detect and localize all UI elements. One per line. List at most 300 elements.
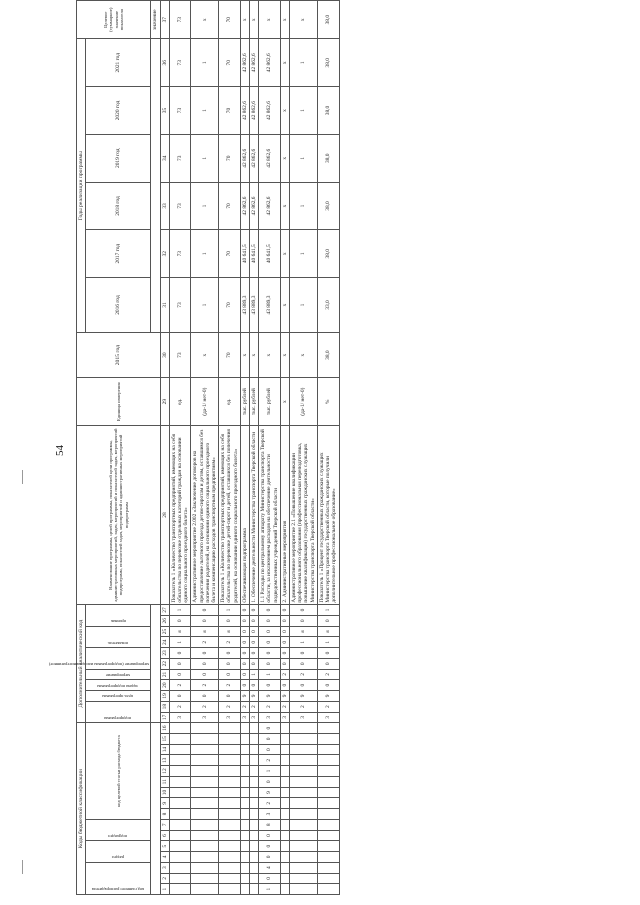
budget-code-cell xyxy=(240,755,249,766)
additional-code-cell: 0 xyxy=(250,605,259,616)
additional-code-cell: 3 xyxy=(169,712,191,723)
additional-code-cell: 1 xyxy=(290,637,318,648)
year-value-cell: 40 641,5 xyxy=(240,230,249,278)
additional-code-cell: 0 xyxy=(191,658,219,669)
budget-code-cell xyxy=(191,830,219,841)
additional-code-cell: 0 xyxy=(240,605,249,616)
additional-code-cell: 0 xyxy=(259,615,281,626)
year-value-cell: 70 xyxy=(219,39,241,87)
budget-code-cell xyxy=(240,744,249,755)
budget-code-cell xyxy=(240,733,249,744)
column-number: 37 xyxy=(160,1,169,39)
additional-code-cell: 0 xyxy=(169,615,191,626)
year-value-cell: 73 xyxy=(169,134,191,182)
additional-code-cell: 0 xyxy=(280,605,289,616)
year-value-cell: 42 862,6 xyxy=(250,134,259,182)
year-value-cell: 38,0 xyxy=(317,230,339,278)
year-2015-header: 2015 год xyxy=(77,332,161,377)
budget-code-cell xyxy=(240,873,249,884)
additional-code-cell: 9 xyxy=(240,691,249,702)
budget-code-cell: 0 xyxy=(259,830,281,841)
budget-sub-header: раздел xyxy=(86,841,151,862)
additional-code-cell: 1 xyxy=(317,637,339,648)
budget-code-cell xyxy=(169,766,191,777)
year-value-cell: 43 889,3 xyxy=(259,278,281,333)
additional-code-cell: 2 xyxy=(219,701,241,712)
budget-code-cell xyxy=(250,830,259,841)
year-value-cell: 1 xyxy=(191,134,219,182)
additional-code-cell: 0 xyxy=(219,691,241,702)
budget-code-cell: 1 xyxy=(259,766,281,777)
year-value-cell: 1 xyxy=(290,87,318,135)
budget-code-cell xyxy=(290,766,318,777)
budget-code-cell xyxy=(280,798,289,809)
budget-code-cell xyxy=(250,798,259,809)
table-row xyxy=(259,1,281,895)
budget-code-cell xyxy=(169,723,191,734)
target-value-cell: 70 xyxy=(219,1,241,39)
period-header: Годы реализации программы xyxy=(77,39,86,333)
budget-code-cell xyxy=(169,873,191,884)
additional-code-cell: я xyxy=(219,626,241,637)
budget-code-cell xyxy=(250,744,259,755)
year-value-cell: 42 862,6 xyxy=(240,182,249,230)
budget-code-cell xyxy=(219,841,241,852)
budget-code-cell xyxy=(280,787,289,798)
additional-code-cell: 9 xyxy=(250,691,259,702)
additional-code-cell: 2 xyxy=(169,680,191,691)
year-value-cell: 42 862,6 xyxy=(240,134,249,182)
additional-code-cell: 0 xyxy=(240,648,249,659)
budget-code-cell xyxy=(219,776,241,787)
table-row xyxy=(240,1,249,895)
table-body xyxy=(169,1,339,895)
additional-code-cell: 0 xyxy=(280,637,289,648)
budget-code-cell xyxy=(280,830,289,841)
budget-code-cell xyxy=(169,755,191,766)
additional-code-cell: 0 xyxy=(219,669,241,680)
budget-code-cell xyxy=(280,809,289,820)
budget-code-cell xyxy=(169,819,191,830)
budget-code-cell xyxy=(290,787,318,798)
year-value-cell: 38,0 xyxy=(317,182,339,230)
year-value-cell: 42 862,6 xyxy=(250,39,259,87)
row-name-cell: 1. Обеспечение деятельности Министерства транспорта Тверской области xyxy=(250,426,259,605)
table-row xyxy=(280,1,289,895)
budget-code-cell: 0 xyxy=(259,744,281,755)
value-2015-cell: х xyxy=(259,332,281,377)
budget-code-cell: 0 xyxy=(259,733,281,744)
budget-code-cell xyxy=(240,841,249,852)
additional-code-cell: 2 xyxy=(290,669,318,680)
additional-code-cell: 0 xyxy=(259,648,281,659)
year-value-cell: 70 xyxy=(219,230,241,278)
budget-code-cell xyxy=(250,809,259,820)
additional-code-cell: 0 xyxy=(290,658,318,669)
table-row xyxy=(317,1,339,895)
additional-code-cell: 3 xyxy=(250,712,259,723)
budget-code-cell xyxy=(250,873,259,884)
unit-cell: тыс. рублей xyxy=(250,378,259,426)
budget-code-cell: 2 xyxy=(259,755,281,766)
additional-code-cell: 0 xyxy=(290,648,318,659)
budget-code-cell xyxy=(250,766,259,777)
row-name-cell: Показатель 1 «Количество транспортных предприятий, имеющих на себя обязательства по перевозке отдельных категорий граждан на основании единого социального проездного билета» xyxy=(169,426,191,605)
budget-code-cell xyxy=(290,841,318,852)
name-column-header: Наименование программы, целей программы, показателей цели программы, административных мероприятий, задач, мероприятий и показателей задач, мероприятий подпрограмм, показателей задач, мероприятий и административных мероприятий подпрограмм xyxy=(77,426,161,605)
budget-code-cell xyxy=(191,852,219,863)
add-sub-header: цель программы xyxy=(86,691,151,702)
budget-code-cell xyxy=(250,755,259,766)
budget-code-cell xyxy=(280,733,289,744)
budget-code-cell xyxy=(317,776,339,787)
year-value-cell: 42 862,6 xyxy=(250,182,259,230)
budget-code-cell xyxy=(169,787,191,798)
budget-code-cell xyxy=(317,755,339,766)
column-number: 9 xyxy=(160,798,169,809)
column-number: 4 xyxy=(160,852,169,863)
budget-code-cell xyxy=(317,862,339,873)
budget-code-cell xyxy=(240,862,249,873)
year-value-cell: х xyxy=(280,230,289,278)
budget-code-cell xyxy=(250,884,259,895)
add-sub-header: мероприятие (подпрограммы или административное) xyxy=(86,648,151,669)
additional-code-cell: 0 xyxy=(250,658,259,669)
year-value-cell: 33,0 xyxy=(317,278,339,333)
year-value-cell: 1 xyxy=(290,230,318,278)
additional-code-cell: 0 xyxy=(317,648,339,659)
additional-code-cell: 2 xyxy=(280,669,289,680)
additional-code-cell: 9 xyxy=(280,691,289,702)
budget-code-cell xyxy=(290,873,318,884)
year-value-cell: 1 xyxy=(191,230,219,278)
additional-code-cell: 2 xyxy=(191,637,219,648)
margin-mark xyxy=(22,860,23,874)
budget-code-cell xyxy=(250,787,259,798)
add-spacer xyxy=(151,605,160,723)
year-value-cell: 43 889,3 xyxy=(240,278,249,333)
table-row xyxy=(169,1,191,895)
additional-code-cell: 0 xyxy=(290,615,318,626)
budget-code-cell xyxy=(317,819,339,830)
additional-code-header: Дополнительный аналитический код xyxy=(77,605,86,723)
budget-code-cell xyxy=(280,744,289,755)
target-value-cell: х xyxy=(250,1,259,39)
budget-code-cell xyxy=(169,744,191,755)
value-2015-cell: х xyxy=(250,332,259,377)
additional-code-cell: 0 xyxy=(240,680,249,691)
additional-code-cell: 0 xyxy=(240,615,249,626)
year-value-cell: 1 xyxy=(191,39,219,87)
budget-code-cell xyxy=(280,776,289,787)
add-sub-header: показатель xyxy=(86,626,151,647)
target-value-cell: х xyxy=(259,1,281,39)
budget-code-cell xyxy=(169,733,191,744)
budget-code-cell xyxy=(280,884,289,895)
budget-code-cell xyxy=(169,884,191,895)
budget-code-cell xyxy=(317,873,339,884)
budget-code-cell xyxy=(317,884,339,895)
additional-code-cell: 0 xyxy=(191,691,219,702)
budget-code-cell: 3 xyxy=(259,809,281,820)
column-number: 31 xyxy=(160,278,169,333)
year-value-cell: х xyxy=(280,134,289,182)
additional-code-cell: 0 xyxy=(280,680,289,691)
budget-code-cell xyxy=(169,852,191,863)
additional-code-cell: 2 xyxy=(317,701,339,712)
budget-code-cell xyxy=(219,766,241,777)
additional-code-cell: 9 xyxy=(259,691,281,702)
add-sub-header: подпрограмма xyxy=(86,701,151,722)
program-table xyxy=(49,0,340,895)
target-value-cell: х xyxy=(240,1,249,39)
budget-code-cell xyxy=(250,852,259,863)
budget-code-cell xyxy=(290,798,318,809)
value-2015-cell: х xyxy=(280,332,289,377)
budget-code-cell xyxy=(317,809,339,820)
additional-code-cell: 0 xyxy=(259,605,281,616)
additional-code-cell: 2 xyxy=(290,701,318,712)
budget-code-cell xyxy=(280,755,289,766)
column-number: 30 xyxy=(160,332,169,377)
year-header: 2019 год xyxy=(86,134,151,182)
year-value-cell: 42 862,6 xyxy=(259,182,281,230)
rotated-document xyxy=(49,0,566,895)
additional-code-cell: 2 xyxy=(317,669,339,680)
budget-code-cell xyxy=(169,798,191,809)
row-name-cell: Административное мероприятие 2.002 «Заключение договоров на предоставление льготного проезда детям-сиротам и детям, оставшимся без попечения родителей, на основании единого социального проездного билета и компенсацию расходов транспортным предприятиям» xyxy=(191,426,219,605)
budget-code-cell xyxy=(191,776,219,787)
budget-code-cell xyxy=(317,830,339,841)
row-name-cell: Показатель 1 «Количество транспортных предприятий, имеющих на себя обязательства по перевозке детей-сирот и детей, оставшихся без попечения родителей, на основании единого социального проездного билета» xyxy=(219,426,241,605)
year-value-cell: 38,0 xyxy=(317,134,339,182)
year-value-cell: 42 862,6 xyxy=(240,87,249,135)
budget-code-cell xyxy=(219,798,241,809)
add-sub-header: признак xyxy=(86,605,151,627)
budget-code-cell xyxy=(317,841,339,852)
additional-code-cell: 0 xyxy=(259,658,281,669)
year-value-cell: х xyxy=(280,87,289,135)
budget-code-cell xyxy=(240,787,249,798)
additional-code-cell: 0 xyxy=(169,691,191,702)
additional-code-cell: 0 xyxy=(317,615,339,626)
budget-code-cell xyxy=(219,884,241,895)
budget-code-cell xyxy=(290,776,318,787)
budget-code-cell xyxy=(169,776,191,787)
budget-code-cell xyxy=(317,852,339,863)
budget-code-cell xyxy=(219,862,241,873)
budget-code-cell xyxy=(317,798,339,809)
budget-code-cell xyxy=(169,862,191,873)
column-number: 1 xyxy=(160,884,169,895)
additional-code-cell: 1 xyxy=(169,637,191,648)
header-row-1 xyxy=(77,1,86,895)
column-number: 24 xyxy=(160,637,169,648)
additional-code-cell: 1 xyxy=(317,605,339,616)
column-number: 16 xyxy=(160,723,169,734)
budget-code-cell xyxy=(169,809,191,820)
year-value-cell: 1 xyxy=(191,182,219,230)
column-number: 25 xyxy=(160,626,169,637)
budget-code-cell xyxy=(317,723,339,734)
unit-cell: (да-1/ нет-0) xyxy=(290,378,318,426)
row-name-cell: Обеспечивающая подпрограмма xyxy=(240,426,249,605)
value-2015-cell: 70 xyxy=(219,332,241,377)
year-header: 2020 год xyxy=(86,87,151,135)
budget-code-cell xyxy=(290,733,318,744)
additional-code-cell: 0 xyxy=(219,615,241,626)
budget-code-cell xyxy=(240,723,249,734)
additional-code-cell: 3 xyxy=(191,712,219,723)
year-value-cell: 70 xyxy=(219,278,241,333)
budget-code-cell xyxy=(290,862,318,873)
year-value-cell: х xyxy=(280,39,289,87)
year-header: 2016 год xyxy=(86,278,151,333)
year-value-cell: 40 641,5 xyxy=(259,230,281,278)
table-row xyxy=(250,1,259,895)
budget-code-cell xyxy=(169,830,191,841)
budget-code-cell: 0 xyxy=(259,873,281,884)
budget-code-cell xyxy=(240,852,249,863)
budget-code-cell xyxy=(290,809,318,820)
additional-code-cell: 2 xyxy=(250,701,259,712)
value-2015-cell: 38,0 xyxy=(317,332,339,377)
year-value-cell: 73 xyxy=(169,278,191,333)
budget-code-cell xyxy=(240,819,249,830)
budget-code-cell xyxy=(280,723,289,734)
column-number: 21 xyxy=(160,669,169,680)
additional-code-cell: 1 xyxy=(259,669,281,680)
year-value-cell: 1 xyxy=(290,134,318,182)
budget-code-cell xyxy=(290,884,318,895)
table-row xyxy=(219,1,241,895)
budget-code-cell xyxy=(290,830,318,841)
budget-code-cell xyxy=(191,744,219,755)
page-number: 54 xyxy=(54,445,66,456)
budget-code-cell xyxy=(280,873,289,884)
additional-code-cell: 1 xyxy=(169,605,191,616)
column-number: 32 xyxy=(160,230,169,278)
budget-code-cell xyxy=(191,819,219,830)
additional-code-cell: 0 xyxy=(290,605,318,616)
additional-code-cell: 0 xyxy=(191,669,219,680)
year-value-cell: 70 xyxy=(219,182,241,230)
additional-code-cell: 0 xyxy=(259,626,281,637)
additional-code-cell: 3 xyxy=(290,712,318,723)
column-number: 7 xyxy=(160,819,169,830)
additional-code-cell: 0 xyxy=(169,648,191,659)
budget-code-cell xyxy=(219,723,241,734)
budget-code-cell: 9 xyxy=(259,787,281,798)
budget-code-cell xyxy=(191,862,219,873)
budget-code-cell xyxy=(290,755,318,766)
budget-code-subheader: код целевой статьи расхода бюджета xyxy=(86,723,151,820)
budget-group-header: Коды бюджетной классификации xyxy=(77,723,86,895)
budget-code-cell xyxy=(250,862,259,873)
additional-code-cell: 1 xyxy=(250,669,259,680)
budget-code-cell xyxy=(219,809,241,820)
additional-code-cell: 9 xyxy=(290,691,318,702)
budget-code-cell xyxy=(219,852,241,863)
budget-code-cell xyxy=(169,841,191,852)
additional-code-cell: 0 xyxy=(250,626,259,637)
additional-code-cell: 3 xyxy=(240,712,249,723)
unit-column-header: Единица измерения xyxy=(77,378,161,426)
year-value-cell: 73 xyxy=(169,230,191,278)
budget-code-cell xyxy=(290,723,318,734)
additional-code-cell: 0 xyxy=(280,615,289,626)
budget-code-cell xyxy=(191,841,219,852)
budget-code-cell xyxy=(191,755,219,766)
budget-code-cell xyxy=(191,884,219,895)
year-value-cell: 73 xyxy=(169,39,191,87)
column-number: 11 xyxy=(160,776,169,787)
row-name-cell: Показатель 1 «Процент государственных гражданских служащих Министерства транспорта Тверской области, которые получили дополнительное профессиональное образование» xyxy=(317,426,339,605)
year-value-cell: 38,0 xyxy=(317,87,339,135)
budget-code-cell: 4 xyxy=(259,862,281,873)
table-row xyxy=(191,1,219,895)
additional-code-cell: 9 xyxy=(317,691,339,702)
additional-code-cell: 0 xyxy=(240,626,249,637)
additional-code-cell: 3 xyxy=(280,712,289,723)
value-2015-cell: х xyxy=(240,332,249,377)
column-number: 27 xyxy=(160,605,169,616)
margin-mark xyxy=(22,470,23,484)
column-number: 10 xyxy=(160,787,169,798)
year-header: 2018 год xyxy=(86,182,151,230)
budget-code-cell: 0 xyxy=(259,841,281,852)
column-number: 5 xyxy=(160,841,169,852)
year-value-cell: 40 641,5 xyxy=(250,230,259,278)
value-header: значение xyxy=(151,1,160,39)
column-number: 12 xyxy=(160,766,169,777)
additional-code-cell: 0 xyxy=(280,648,289,659)
budget-code-cell xyxy=(250,733,259,744)
additional-code-cell: 2 xyxy=(280,701,289,712)
additional-code-cell: 2 xyxy=(191,701,219,712)
budget-code-cell xyxy=(317,787,339,798)
column-number: 33 xyxy=(160,182,169,230)
year-value-cell: 1 xyxy=(191,278,219,333)
unit-cell: тыс. рублей xyxy=(259,378,281,426)
year-value-cell: 1 xyxy=(191,87,219,135)
additional-code-cell: 0 xyxy=(240,669,249,680)
column-number: 22 xyxy=(160,658,169,669)
value-2015-cell: 73 xyxy=(169,332,191,377)
budget-sub-header: код главного распорядителя xyxy=(86,862,151,894)
budget-code-cell xyxy=(240,830,249,841)
budget-code-cell xyxy=(290,744,318,755)
budget-code-cell: 0 xyxy=(259,776,281,787)
column-number: 15 xyxy=(160,733,169,744)
unit-cell: тыс. рублей xyxy=(240,378,249,426)
additional-code-cell: я xyxy=(191,626,219,637)
additional-code-cell: 0 xyxy=(191,605,219,616)
additional-code-cell: 0 xyxy=(240,637,249,648)
column-number: 34 xyxy=(160,134,169,182)
additional-code-cell: 0 xyxy=(259,680,281,691)
budget-code-cell xyxy=(280,819,289,830)
target-value-cell: 73 xyxy=(169,1,191,39)
row-name-cell: 1.1 Расходы по центральному аппарату Министерства транспорта Тверской области, за исключением расходов на обеспечение деятельности подведомственных учреждений Тверской области xyxy=(259,426,281,605)
year-value-cell: х xyxy=(280,182,289,230)
budget-code-cell xyxy=(191,723,219,734)
additional-code-cell: 0 xyxy=(250,680,259,691)
column-number: 13 xyxy=(160,755,169,766)
budget-spacer xyxy=(151,723,160,895)
unit-cell: % xyxy=(317,378,339,426)
year-value-cell: 70 xyxy=(219,134,241,182)
